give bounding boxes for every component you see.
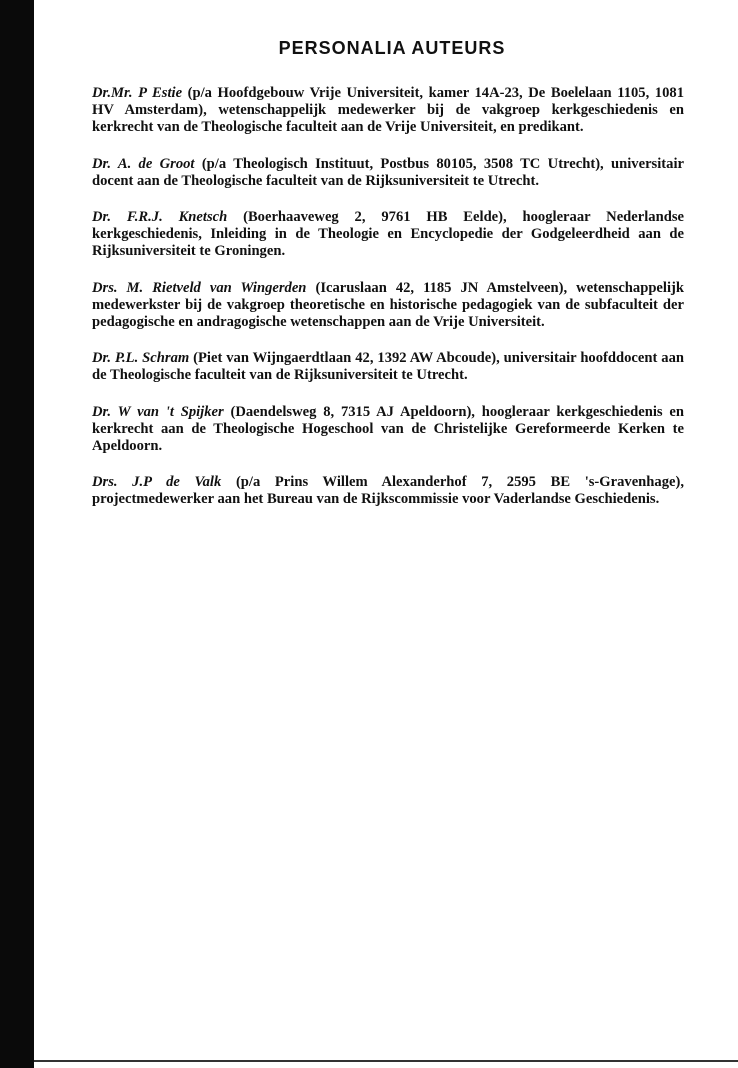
author-name: Dr. F.R.J. Knetsch (92, 209, 228, 226)
author-name: Dr. W van 't Spijker (92, 403, 224, 420)
author-details: (p/a Prins Willem Alexanderhof 7, 2595 BE 's-Gravenhage), projectmedewerker aan het Bureau van de Rijkscommissie voor Vaderlandse Geschiedenis. (92, 474, 684, 508)
author-entry (92, 209, 684, 261)
author-details: (p/a Hoofdgebouw Vrije Universiteit, kamer 14A-23, De Boelelaan 1105, 1081 HV Amsterdam), wetenschappelijk medewerker bij de vakgroep kerkgeschiedenis en kerkrecht van de Theologische faculteit aan de Vrije Universiteit, en predikant. (92, 85, 684, 136)
author-entry (92, 156, 684, 190)
author-entry (92, 350, 684, 384)
page-title: PERSONALIA AUTEURS (278, 38, 506, 58)
author-entry (92, 404, 684, 456)
author-details: (p/a Theologisch Instituut, Postbus 80105, 3508 TC Utrecht), universitair docent aan de Theologische faculteit van de Rijksuniversiteit te Utrecht. (92, 155, 684, 189)
author-details: (Daendelsweg 8, 7315 AJ Apeldoorn), hoogleraar kerkgeschiedenis en kerkrecht aan de Theologische Hogeschool van de Christelijke Gereformeerde Kerken te Apeldoorn. (92, 403, 684, 455)
author-entry (92, 280, 684, 332)
author-name: Drs. J.P de Valk (92, 474, 222, 491)
author-details: (Icaruslaan 42, 1185 JN Amstelveen), wetenschappelijk medewerkster bij de vakgroep theoretische en historische pedagogiek van de subfaculteit der pedagogische en andragogische wetenschappen aan de Vrije Universiteit. (92, 279, 685, 331)
author-name: Drs. M. Rietveld van Wingerden (92, 279, 307, 296)
author-name: Dr. P.L. Schram (92, 350, 190, 367)
author-entry (92, 85, 684, 137)
scan-border (0, 0, 34, 1068)
author-name: Dr.Mr. P Estie (92, 85, 183, 101)
author-name: Dr. A. de Groot (92, 155, 195, 172)
document-page (92, 38, 684, 528)
author-details: (Piet van Wijngaerdtlaan 42, 1392 AW Abcoude), universitair hoofddocent aan de Theologische faculteit van de Rijksuniversiteit te Utrecht. (92, 350, 684, 384)
page-bottom-rule (34, 1060, 738, 1062)
author-details: (Boerhaaveweg 2, 9761 HB Eelde), hoogleraar Nederlandse kerkgeschiedenis, Inleiding in de Theologie en Encyclopedie der Godgeleerdheid aan de Rijksuniversiteit te Groningen. (92, 209, 684, 260)
author-entry (92, 474, 684, 508)
